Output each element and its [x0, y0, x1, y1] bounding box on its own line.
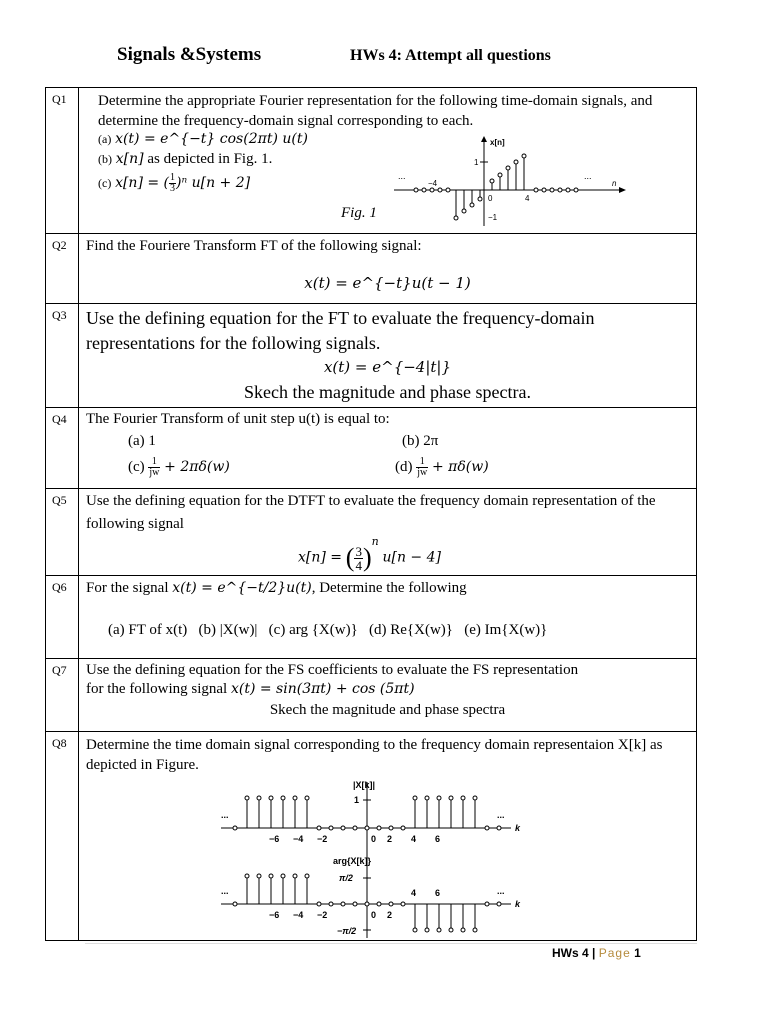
- question-number: Q8: [46, 732, 79, 941]
- part-math: x[n] = (: [115, 174, 170, 191]
- axis-label: |X[k]|: [353, 780, 376, 790]
- part-math: )ⁿ u[n + 2]: [176, 174, 251, 191]
- tick-label: 4: [411, 834, 417, 844]
- axis-label: k: [515, 899, 521, 909]
- question-text: Use the defining equation for the FT to evaluate the frequency-domain representations for the following signals.: [86, 308, 595, 353]
- page-footer: [552, 946, 641, 960]
- footer-doc: HWs 4: [552, 946, 589, 960]
- equation: x(t) = e^{−4|t|}: [323, 358, 452, 376]
- question-number: Q4: [46, 408, 79, 489]
- question-row-4: [46, 408, 697, 489]
- question-text: Find the Fouriere Transform FT of the following signal:: [86, 238, 422, 254]
- question-content: [79, 732, 697, 941]
- ellipsis: ...: [497, 810, 505, 820]
- tick-label: 2: [387, 834, 393, 844]
- tick-label: 0: [371, 834, 377, 844]
- axis-label: x[n]: [490, 138, 505, 147]
- tick-label: 4: [525, 194, 530, 203]
- tick-label: −π/2: [337, 926, 357, 936]
- tick-label: π/2: [339, 873, 353, 883]
- spectrum-figure: [221, 778, 551, 938]
- question-row-1: [46, 88, 697, 234]
- question-number: Q1: [46, 88, 79, 234]
- option-d: (d) $\frac{1}{jw}$ + πδ(w): [395, 456, 489, 478]
- question-content: [79, 234, 697, 304]
- question-row-6: [46, 576, 697, 659]
- question-content: [79, 408, 697, 489]
- tick-label: −4: [293, 910, 304, 920]
- option-c: (c) $\frac{1}{jw}$ + 2πδ(w): [128, 456, 230, 478]
- question-text: for the following signal x(t) = sin(3πt) + cos (5πt): [86, 681, 415, 697]
- question-row-2: [46, 234, 697, 304]
- tick-label: −6: [269, 834, 280, 844]
- ellipsis: ...: [221, 810, 229, 820]
- question-content: [79, 489, 697, 576]
- question-text: Skech the magnitude and phase spectra.: [244, 382, 531, 402]
- question-number: Q6: [46, 576, 79, 659]
- tick-label: 0: [488, 194, 493, 203]
- equation: x(t) = e^{−t}u(t − 1): [304, 274, 471, 292]
- question-text: Determine the time domain signal corresponding to the frequency domain representaion X[k] as depicted in Figure.: [86, 737, 663, 773]
- question-parts: (a) FT of x(t) (b) |X(w)| (c) arg {X(w)} (d) Re{X(w)} (e) Im{X(w)}: [108, 622, 548, 638]
- equation: x[n] = ( $\frac{3}{4}$ )$^n$ u[n − 4]: [298, 535, 441, 573]
- footer-rule: [85, 943, 697, 944]
- part-text: as depicted in Fig. 1.: [147, 151, 273, 167]
- tick-label: 2: [387, 910, 393, 920]
- ellipsis: ...: [221, 886, 229, 896]
- question-text: Skech the magnitude and phase spectra: [269, 702, 506, 718]
- document-title: Signals &Systems: [117, 44, 262, 65]
- part-label: (c): [98, 175, 112, 190]
- axis-label: arg{X[k]}: [333, 856, 372, 866]
- question-row-7: [46, 659, 697, 732]
- part-math: x(t) = e^{−t} cos(2πt) u(t): [115, 131, 308, 147]
- part-label: (a): [98, 132, 112, 146]
- tick-label: 1: [474, 158, 479, 167]
- stem-plot-figure-1: [394, 134, 626, 230]
- tick-label: 1: [354, 795, 360, 805]
- tick-label: −6: [269, 910, 280, 920]
- question-content: [79, 576, 697, 659]
- tick-label: −1: [488, 213, 498, 222]
- ellipsis: ...: [497, 886, 505, 896]
- question-text: Use the defining equation for the DTFT to evaluate the frequency domain representation of the following signal: [86, 493, 656, 532]
- question-text: Use the defining equation for the FS coefficients to evaluate the FS representation: [86, 662, 579, 678]
- tick-label: 6: [435, 888, 441, 898]
- tick-label: −4: [428, 179, 438, 188]
- question-row-5: [46, 489, 697, 576]
- fraction: $\frac{1}{3}$: [170, 172, 176, 194]
- document-subtitle: HWs 4: Attempt all questions: [350, 47, 551, 64]
- tick-label: 0: [371, 910, 377, 920]
- tick-label: −4: [293, 834, 304, 844]
- tick-label: 6: [435, 834, 441, 844]
- tick-label: −2: [317, 910, 328, 920]
- option-b: (b) 2π: [402, 433, 439, 449]
- question-row-8: [46, 732, 697, 941]
- questions-table: [45, 87, 697, 941]
- axis-label: k: [515, 823, 521, 833]
- question-text: The Fourier Transform of unit step u(t) is equal to:: [86, 411, 390, 427]
- question-number: Q5: [46, 489, 79, 576]
- figure-caption: Fig. 1: [341, 205, 377, 221]
- fraction: $\frac{1}{jw}$: [417, 456, 428, 478]
- ellipsis: ...: [398, 171, 406, 181]
- fraction: $\frac{1}{jw}$: [149, 456, 160, 478]
- question-number: Q7: [46, 659, 79, 732]
- footer-page-number: 1: [634, 946, 641, 960]
- tick-label: −2: [317, 834, 328, 844]
- footer-separator: |: [592, 946, 596, 960]
- question-number: Q3: [46, 304, 79, 408]
- tick-label: 4: [411, 888, 417, 898]
- question-row-3: [46, 304, 697, 408]
- question-content: [79, 304, 697, 408]
- question-text: For the signal x(t) = e^{−t/2}u(t), Determine the following: [86, 580, 467, 596]
- question-content: [79, 88, 697, 234]
- part-math: x[n]: [115, 151, 144, 167]
- question-text: Determine the appropriate Fourier representation for the following time-domain signals, and determine the frequency-domain signal corresponding to each.: [98, 93, 653, 129]
- option-a: (a) 1: [128, 433, 156, 449]
- question-content: [79, 659, 697, 732]
- ellipsis: ...: [584, 171, 592, 181]
- axis-label: n: [612, 179, 617, 188]
- footer-page-word: Page: [598, 946, 631, 960]
- part-label: (b): [98, 152, 112, 166]
- question-number: Q2: [46, 234, 79, 304]
